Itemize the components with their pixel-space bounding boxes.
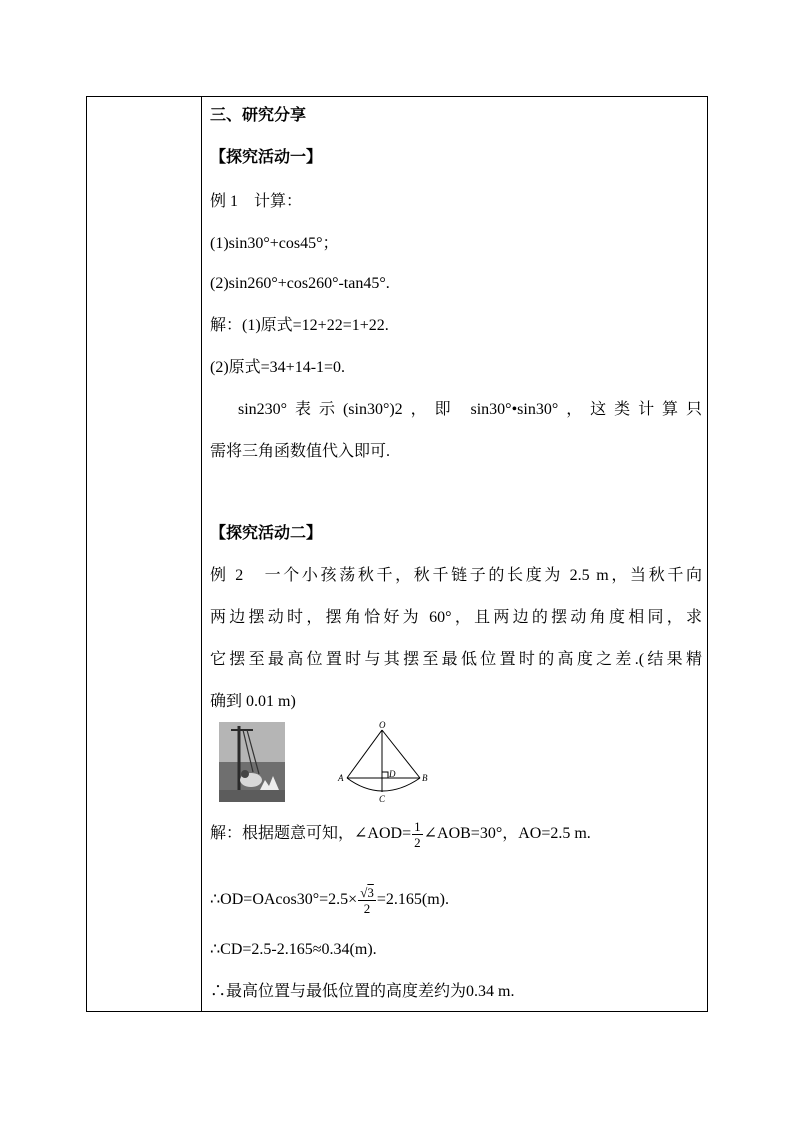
example2-line3: 它摆至最高位置时与其摆至最低位置时的高度之差.(结果精 xyxy=(210,651,702,668)
swing-photo xyxy=(219,722,285,802)
solution2-text-a: ∴OD=OAcos30°=2.5× xyxy=(210,891,358,908)
example2-line4: 确到 0.01 m) xyxy=(210,693,296,710)
solution2-text-b: =2.165(m). xyxy=(376,891,449,908)
example1-note-line1: sin230°表示(sin30°)2，即 sin30°•sin30°，这类计算只 xyxy=(238,401,702,418)
example1-note-line2: 需将三角函数值代入即可. xyxy=(210,443,391,460)
label-b: B xyxy=(422,773,428,783)
fraction-numerator: 1 xyxy=(414,818,421,834)
example1-q1: (1)sin30°+cos45°； xyxy=(210,235,339,252)
fraction-numerator: √3 xyxy=(360,884,374,900)
example2-solution3: ∴CD=2.5-2.165≈0.34(m). xyxy=(210,941,377,958)
arc-acb xyxy=(347,778,420,791)
sqrt-radicand: 3 xyxy=(367,884,374,900)
swing-diagram xyxy=(335,720,435,806)
example2-solution4: ∴最高位置与最低位置的高度差约为0.34 m. xyxy=(210,983,515,1000)
table-frame xyxy=(86,96,708,1012)
right-angle-mark xyxy=(382,772,388,778)
label-c: C xyxy=(379,794,386,804)
label-o: O xyxy=(379,720,386,730)
example2-solution1 xyxy=(210,816,591,852)
label-d: D xyxy=(389,769,396,779)
example2-solution2 xyxy=(210,882,449,918)
activity2-heading: 【探究活动二】 xyxy=(210,525,323,542)
segment-oa xyxy=(347,730,382,778)
example1-q2: (2)sin260°+cos260°-tan45°. xyxy=(210,275,390,292)
label-a: A xyxy=(338,773,344,783)
example1-solution1: 解：(1)原式=12+22=1+22. xyxy=(210,317,389,334)
example2-line1: 例 2 一个小孩荡秋千，秋千链子的长度为 2.5 m，当秋千向 xyxy=(210,567,702,584)
example2-line2: 两边摆动时，摆角恰好为 60°，且两边的摆动角度相同，求 xyxy=(210,609,702,626)
fraction-denominator: 2 xyxy=(414,834,421,850)
fraction-sqrt3-over-2 xyxy=(358,885,376,916)
fraction-half xyxy=(412,819,423,850)
segment-ob xyxy=(382,730,420,778)
section-title: 三、研究分享 xyxy=(210,107,307,124)
fraction-denominator: 2 xyxy=(363,900,371,916)
solution1-text-b: ∠AOB=30°，AO=2.5 m. xyxy=(423,825,591,842)
column-divider xyxy=(201,96,202,1012)
example1-solution2: (2)原式=34+14-1=0. xyxy=(210,359,346,376)
example1-label: 例 1 计算： xyxy=(210,193,303,210)
activity1-heading: 【探究活动一】 xyxy=(210,149,323,166)
solution1-text-a: 解：根据题意可知，∠AOD= xyxy=(210,825,412,842)
